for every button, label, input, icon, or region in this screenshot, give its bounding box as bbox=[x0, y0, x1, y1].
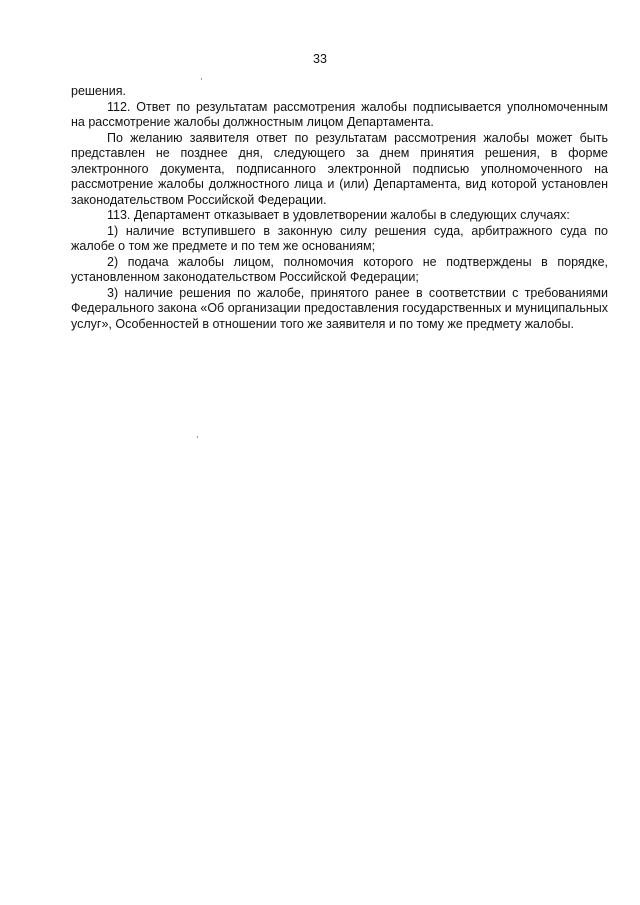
paragraph-continuation: решения. bbox=[71, 84, 127, 98]
list-item-3: 3) наличие решения по жалобе, принятого ранее в соответствии с требованиями Федерального закона «Об организации предоставления государственных и муниципальных услуг», Особенностей в отношении того же заявителя и по тому же предмету жалобы. bbox=[71, 285, 608, 331]
page-number: 33 bbox=[313, 52, 327, 66]
paragraph-112: 112. Ответ по результатам рассмотрения жалобы подписывается уполномоченным на рассмотрение жалобы должностным лицом Департамента. bbox=[71, 99, 608, 129]
list-item-2: 2) подача жалобы лицом, полномочия которого не подтверждены в порядке, установленном законодательством Российской Федерации; bbox=[71, 254, 608, 284]
paragraph-113: 113. Департамент отказывает в удовлетворении жалобы в следующих случаях: bbox=[107, 208, 570, 222]
list-item-1: 1) наличие вступившего в законную силу решения суда, арбитражного суда по жалобе о том же предмете и по тем же основаниям; bbox=[71, 223, 608, 253]
scan-speck bbox=[197, 436, 198, 438]
paragraph-electronic-response: По желанию заявителя ответ по результатам рассмотрения жалобы может быть представлен не позднее дня, следующего за днем принятия решения, в форме электронного документа, подписанного электронной подписью уполномоченного на рассмотрение жалобы должностного лица и (или) Департамента, вид которой установлен законодательством Российской Федерации. bbox=[71, 130, 608, 207]
document-body bbox=[71, 84, 608, 332]
scan-speck bbox=[201, 78, 202, 80]
